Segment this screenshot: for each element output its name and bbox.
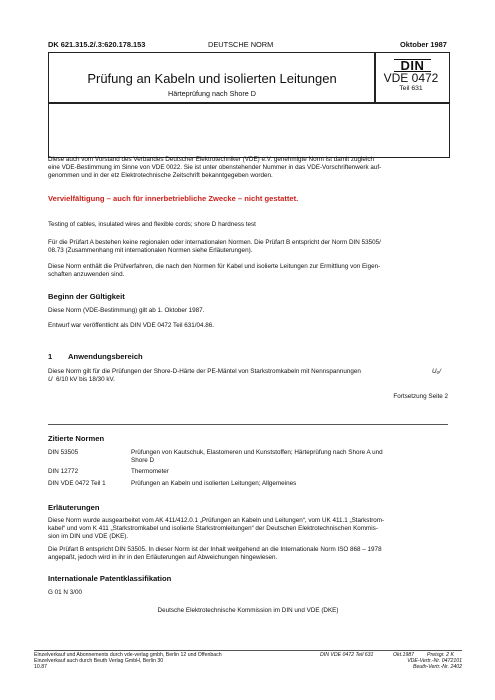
footer-vde-number: VDE-Vertr.-Nr. 0472101 — [407, 658, 462, 664]
cited-norms-heading: Zitierte Normen — [48, 434, 105, 443]
explanations-p1-line-1: Diese Norm wurde ausgearbeitet vom AK 411/412.0.1 „Prüfungen an Kabeln und Leitungen“, vom UK 411.1 „Starkstrom- — [48, 517, 385, 524]
header-norm-type: DEUTSCHE NORM — [208, 40, 274, 49]
cited-norm-text-3: Prüfungen an Kabeln und isolierten Leitungen; Allgemeines — [131, 480, 297, 487]
continuation-note: Fortsetzung Seite 2 — [393, 393, 448, 400]
validity-line-2: Entwurf war veröffentlicht als DIN VDE 0472 Teil 631/04.86. — [48, 322, 215, 329]
section-number: 1 — [48, 352, 53, 361]
title-box — [48, 52, 376, 104]
commission-name: Deutsche Elektrotechnische Kommission im DIN und VDE (DKE) — [157, 607, 339, 614]
document-title: Prüfung an Kabeln und isolierten Leitungen — [87, 71, 337, 86]
patent-code: G 01 N 3/00 — [48, 589, 82, 596]
footer-beuth-number: Beuth-Vertr.-Nr. 2402 — [412, 664, 462, 670]
validity-heading: Beginn der Gültigkeit — [48, 292, 125, 301]
section-text-line-2: 6/10 kV bis 18/30 kV. — [56, 376, 115, 383]
footer-issue-date: 10.87 — [34, 664, 47, 670]
footer-rule — [34, 650, 462, 651]
intro-line-3: genommen und in der etz Elektrotechnische Zeitschrift bekanntgegeben worden. — [48, 172, 273, 179]
footer-norm-ref: DIN VDE 0472 Teil 631 — [320, 652, 374, 658]
intro-line-2: eine VDE-Bestimmung im Sinne von VDE 0022. Sie ist unter obenstehender Nummer in das VDE-Vorschriftenwerk auf- — [48, 164, 382, 171]
patent-heading: Internationale Patentklassifikation — [48, 574, 172, 583]
intro-line-1: Diese auch vom Vorstand des Verbandes Deutscher Elektrotechniker (VDE) e.V. genehmigte Norm ist damit zugleich — [48, 156, 374, 163]
norm-part: Teil 631 — [399, 85, 423, 92]
cited-norm-code-1: DIN 53505 — [48, 449, 79, 456]
cited-norm-text-1b: Shore D — [131, 457, 155, 464]
paragraph-a-line-1: Für die Prüfart A bestehen keine regionalen oder internationalen Normen. Die Prüfart B entspricht der Norm DIN 53505/ — [48, 239, 381, 246]
explanations-heading: Erläuterungen — [48, 503, 100, 512]
cited-norm-code-2: DIN 12772 — [48, 468, 79, 475]
body-frame — [48, 102, 450, 158]
header-date: Oktober 1987 — [400, 40, 447, 49]
english-title: Testing of cables, insulated wires and flexible cords; shore D hardness test — [48, 221, 256, 228]
document-subtitle: Härteprüfung nach Shore D — [168, 89, 256, 98]
section-heading: Anwendungsbereich — [68, 352, 143, 361]
explanations-p1-line-3: sion im DIN und VDE (DKE). — [48, 533, 129, 540]
footer-date: Okt.1987 — [393, 652, 415, 658]
paragraph-b-line-1: Diese Norm enthält die Prüfverfahren, die nach den Normen für Kabel und isolierte Leitungen zur Ermittlung von Eigen- — [48, 263, 381, 270]
section-divider — [48, 424, 448, 425]
explanations-p1-line-2: kabel“ und vom K 411 „Starkstromkabel und isolierte Starkstromleitungen“ der Deutschen Elektrotechnischen Kommis- — [48, 525, 378, 532]
section-text-u-symbol: U — [48, 376, 53, 383]
reproduction-warning: Vervielfältigung – auch für innerbetriebliche Zwecke – nicht gestattet. — [48, 194, 299, 203]
section-text-line-1: Diese Norm gilt für die Prüfungen der Shore-D-Härte der PE-Mäntel von Starkstromkabeln mit Nennspannungen — [48, 368, 361, 375]
section-text-voltage-symbol: U₀/ — [432, 368, 441, 375]
din-logo: DIN — [394, 59, 431, 72]
explanations-p2-line-2: angepaßt, jedoch wird in ihr in den Erläuterungen auf Abweichungen hingewiesen. — [48, 554, 278, 561]
cited-norm-text-1: Prüfungen von Kautschuk, Elastomeren und Kunststoffen; Härteprüfung nach Shore A und — [131, 449, 383, 456]
paragraph-a-line-2: 08.73 (Zusammenhang mit internationalen Normen siehe Erläuterungen). — [48, 247, 253, 254]
footer-sales-1: Einzelverkauf und Abonnements durch vde-verlag gmbh, Berlin 12 und Offenbach — [34, 652, 222, 658]
norm-number: VDE 0472 — [383, 71, 439, 85]
header-classification: DK 621.315.2/.3:620.178.153 — [48, 40, 146, 49]
cited-norm-code-3: DIN VDE 0472 Teil 1 — [48, 480, 106, 487]
cited-norm-text-2: Thermometer — [131, 468, 169, 475]
footer-price-group: Preisgr. 2 K — [427, 652, 454, 658]
footer-sales-2: Einzelverkauf auch durch Beuth Verlag GmbH, Berlin 30 — [34, 658, 164, 664]
validity-line-1: Diese Norm (VDE-Bestimmung) gilt ab 1. Oktober 1987. — [48, 307, 205, 314]
paragraph-b-line-2: schaften anzuwenden sind. — [48, 271, 125, 278]
explanations-p2-line-1: Die Prüfart B entspricht DIN 53505. In dieser Norm ist der Inhalt weitgehend an die Internationale Norm ISO 868 – 1978 — [48, 546, 382, 553]
